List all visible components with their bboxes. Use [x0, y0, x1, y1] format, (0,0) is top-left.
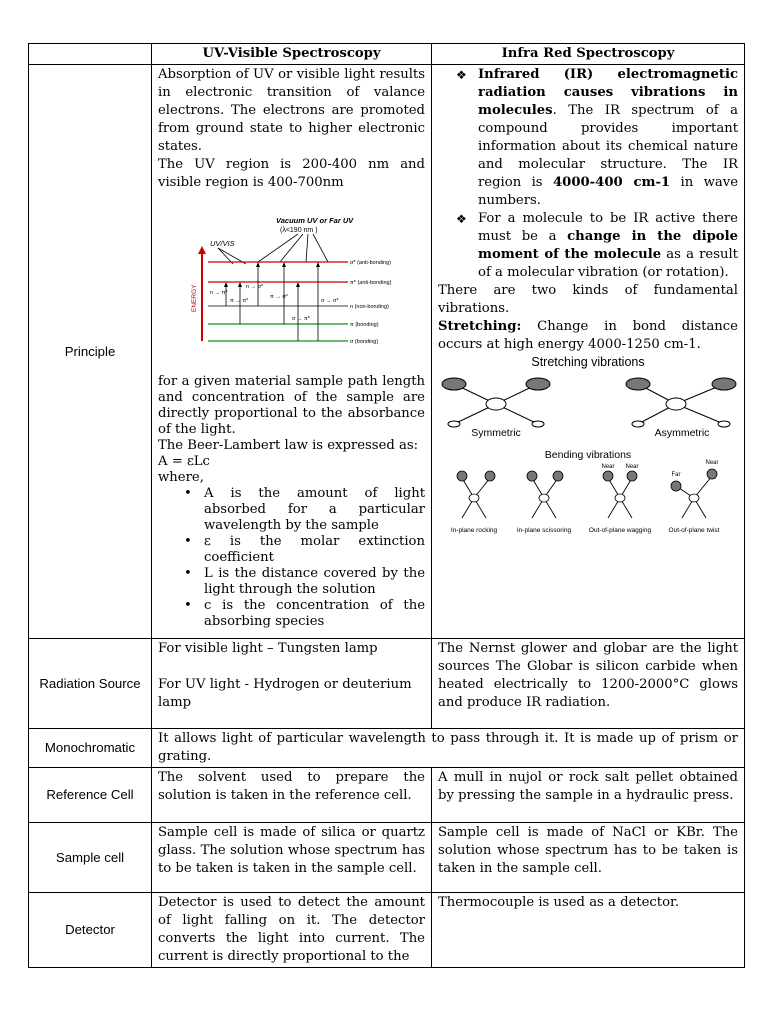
- uv-region: The UV region is 200-400 nm and visible region is 400-700nm: [158, 157, 425, 190]
- bend-label-wagging: Out-of-plane wagging: [588, 527, 652, 534]
- list-item: • A is the amount of light absorbed for a particular wavelength by the sample: [158, 486, 425, 534]
- principle-row: [29, 65, 745, 639]
- ir-b1-bold: Infrared (IR) electromagnetic radiation causes vibrations in molecules: [478, 67, 738, 118]
- ir-b2-bold: change in the dipole moment of the molecule: [478, 229, 739, 262]
- transition-pi-pi: π → π*: [230, 298, 249, 304]
- ir-stretch: [438, 318, 738, 354]
- ir-b1-text2: in wave numbers.: [478, 175, 739, 208]
- reference-ir: A mull in nujol or rock salt pellet obtained by pressing the sample in a hydraulic press.: [432, 768, 745, 823]
- diagram-uvvis: UV/VIS: [210, 239, 235, 248]
- ir-stretch-bold: Stretching:: [438, 319, 522, 334]
- list-item: [438, 66, 738, 210]
- mono-label: Monochromatic: [29, 729, 152, 768]
- header-empty: [29, 44, 152, 65]
- bend-label-twist: Out-of-plane twist: [668, 527, 720, 534]
- header-ir: Infra Red Spectroscopy: [432, 44, 745, 65]
- detector-label: Detector: [29, 893, 152, 968]
- list-item: • ε is the molar extinction coefficient: [158, 534, 425, 566]
- bend-near-3: Near: [705, 460, 719, 466]
- radiation-uv-2: For UV light - Hydrogen or deuterium lamp: [158, 677, 412, 710]
- stretching-figure: [438, 354, 738, 446]
- list-item: • L is the distance covered by the light through the solution: [158, 566, 425, 598]
- sample-row: [29, 823, 745, 893]
- transition-n-sigma: n → σ*: [246, 284, 264, 290]
- detector-uv: Detector is used to detect the amount of light falling on it. The detector converts the light into current. The current is directly proportional to the: [152, 893, 432, 968]
- ir-bullets: [438, 66, 738, 282]
- ir-b2-text: For a molecule to be IR active there must be a: [478, 211, 738, 244]
- reference-row: [29, 768, 745, 823]
- level-pi-star: π* (anti-bonding): [350, 280, 392, 286]
- radiation-label: Radiation Source: [29, 639, 152, 729]
- level-sigma-star: σ* (anti-bonding): [350, 260, 392, 266]
- bend-label-rocking: In-plane rocking: [450, 527, 498, 534]
- radiation-row: [29, 639, 745, 729]
- uv-bullets: [158, 486, 425, 630]
- list-item: [438, 210, 738, 282]
- mono-row: [29, 729, 745, 768]
- transition-sigma-sigma: σ → σ*: [321, 298, 339, 304]
- diagram-energy: ENERGY: [191, 284, 198, 312]
- level-pi: π (bonding): [350, 322, 379, 328]
- bend-near-2: Near: [625, 464, 639, 470]
- sample-uv: Sample cell is made of silica or quartz glass. The solution whose spectrum has to be taken is taken in the sample cell.: [152, 823, 432, 893]
- uv-formula: A = εLc: [158, 454, 210, 469]
- ir-b1-bold2: 4000-400 cm-1: [552, 175, 671, 190]
- principle-ir-cell: [432, 65, 745, 639]
- diagram-subtitle: (λ<190 nm ): [280, 227, 318, 234]
- sample-ir: Sample cell is made of NaCl or KBr. The solution whose spectrum has to be taken is taken in the sample cell.: [432, 823, 745, 893]
- reference-label: Reference Cell: [29, 768, 152, 823]
- bend-label-scissoring: In-plane scissoring: [516, 527, 572, 534]
- transition-pi-sigma: π → σ*: [270, 294, 288, 300]
- bend-far: Far: [671, 472, 681, 478]
- uv-where: where,: [158, 470, 204, 485]
- stretch-title: Stretching vibrations: [531, 355, 645, 369]
- uv-beer-law: The Beer-Lambert law is expressed as:: [158, 438, 419, 453]
- bend-title: Bending vibrations: [544, 449, 632, 461]
- transition-n-pi: n → π*: [210, 290, 228, 296]
- radiation-uv-1: For visible light – Tungsten lamp: [158, 641, 378, 656]
- detector-ir: Thermocouple is used as a detector.: [432, 893, 745, 968]
- comparison-table: [28, 43, 745, 968]
- transition-sigma-pi: σ → π*: [292, 316, 310, 322]
- header-row: [29, 44, 745, 65]
- sample-label: Sample cell: [29, 823, 152, 893]
- stretch-symmetric: Symmetric: [471, 427, 521, 439]
- header-uv: UV-Visible Spectroscopy: [152, 44, 432, 65]
- list-item: • c is the concentration of the absorbing species: [158, 598, 425, 630]
- ir-kinds: There are two kinds of fundamental vibrations.: [438, 283, 738, 316]
- level-sigma: σ (bonding): [350, 339, 379, 345]
- detector-row: [29, 893, 745, 968]
- principle-uv-cell: [152, 65, 432, 639]
- mono-text: It allows light of particular wavelength to pass through it. It is made up of prism or grating.: [152, 729, 745, 768]
- diagram-title: Vacuum UV or Far UV: [276, 216, 354, 225]
- principle-label: Principle: [29, 65, 152, 639]
- radiation-uv-cell: [152, 639, 432, 729]
- stretch-asymmetric: Asymmetric: [654, 427, 710, 439]
- uv-beer-intro: for a given material sample path length and concentration of the sample are directly proportional to the absorbance of the light.: [158, 374, 425, 437]
- ir-stretch-text: Change in bond distance occurs at high energy 4000-1250 cm-1.: [438, 319, 738, 352]
- reference-uv: The solvent used to prepare the solution is taken in the reference cell.: [152, 768, 432, 823]
- level-n: n (non-bonding): [350, 304, 389, 310]
- ir-b2-text2: as a result of a molecular vibration (or rotation).: [478, 247, 738, 280]
- energy-level-diagram: [158, 194, 424, 374]
- radiation-ir: The Nernst glower and globar are the light sources The Globar is silicon carbide when heated electrically to 1200-2000°C glows and produce IR radiation.: [432, 639, 745, 729]
- ir-b1-text: . The IR spectrum of a compound provides important information about its chemical nature and molecular structure. The IR region is: [478, 103, 738, 190]
- uv-intro: Absorption of UV or visible light results in electronic transition of valance electrons. The electrons are promoted from ground state to higher electronic states.: [158, 67, 425, 154]
- bending-figure: [438, 446, 738, 542]
- bend-near-1: Near: [601, 464, 615, 470]
